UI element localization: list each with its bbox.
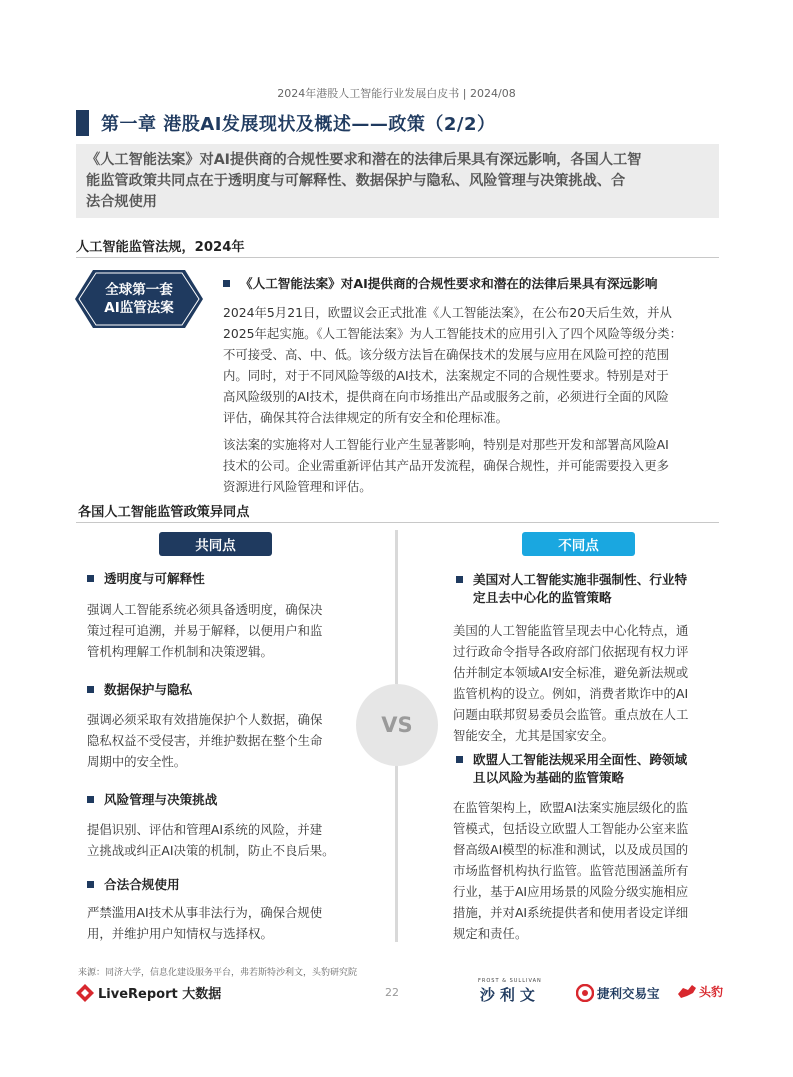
comparison-heading: 各国人工智能监管政策异同点 [78,505,250,520]
difference-item-text: 在监管架构上，欧盟AI法案实施层级化的监 管模式，包括设立欧盟人工智能办公室来监 督高级AI模型的标准和测试，以及成员国的 市场监督机构执行监管。监管范围涵盖所有 行业，基于AI应用场景的风险分级实施相应 措施，并对AI系统提供者和使用者设定详细 规定和责任。 [453,800,689,941]
regulation-bullet-text: 《人工智能法案》对AI提供商的合规性要求和潜在的法律后果具有深远影响 [240,276,658,291]
hex-label-line1: 全球第一套 [105,282,173,298]
common-points-label: 共同点 [159,532,272,556]
summary-box [76,144,719,218]
chapter-heading [76,110,496,136]
frost-sullivan-logo: FROST & SULLIVAN 沙利文 [478,978,542,1004]
source-note: 来源：同济大学，信息化建设服务平台，弗若斯特沙利文，头豹研究院 [78,968,358,978]
diamond-logo-icon [76,984,94,1002]
text-line: 资源进行风险管理和评估。 [223,479,372,494]
divider [76,257,719,258]
square-bullet-icon [87,881,94,888]
text-line: 2025年起实施。《人工智能法案》为人工智能技术的应用引入了四个风险等级分类： [223,326,683,341]
swirl-logo-icon [576,984,594,1002]
text-line: 内。同时，对于不同风险等级的AI技术，法案规定不同的合规性要求。特别是对于 [223,368,669,383]
hex-badge [75,270,203,328]
common-item-title: 风险管理与决策挑战 [87,791,217,809]
square-bullet-icon [87,575,94,582]
center-divider [395,530,398,684]
text-line: 不可接受、高、中、低。该分级方法旨在确保技术的发展与应用在风险可控的范围 [223,347,670,362]
chapter-accent-bar [76,110,89,136]
leopard-logo-icon [677,982,697,1000]
square-bullet-icon [456,756,463,763]
text-line: 高风险级别的AI技术，提供商在向市场推出产品或服务之前，必须进行全面的风险 [223,389,669,404]
toubao-logo: 头豹 [677,982,723,1000]
common-item-text: 强调人工智能系统必须具备透明度，确保决 策过程可追溯，并易于解释，以便用户和监 管机构理解工作机制和决策逻辑。 [87,602,323,659]
common-item-title: 透明度与可解释性 [87,570,205,588]
difference-item-title: 美国对人工智能实施非强制性、行业特 定且去中心化的监管策略 [456,571,726,607]
square-bullet-icon [456,576,463,583]
common-item-text: 提倡识别、评估和管理AI系统的风险，并建 立挑战或纠正AI决策的机制，防止不良后果。 [87,822,335,858]
page-number: 22 [385,986,399,999]
summary-line: 《人工智能法案》对AI提供商的合规性要求和潜在的法律后果具有深远影响，各国人工智 [86,152,642,168]
square-bullet-icon [223,280,230,287]
common-item-title: 数据保护与隐私 [87,681,192,699]
square-bullet-icon [87,686,94,693]
differences-label: 不同点 [522,532,635,556]
hex-label-line2: AI监管法案 [104,300,174,316]
summary-line: 法合规使用 [86,194,157,210]
text-line: 2024年5月21日，欧盟议会正式批准《人工智能法案》，在公布20天后生效，并从 [223,305,672,320]
difference-item-title: 欧盟人工智能法规采用全面性、跨领域 且以风险为基础的监管策略 [456,751,726,787]
chapter-title: 第一章 港股AI发展现状及概述——政策（2/2） [101,114,496,135]
text-line: 该法案的实施将对人工智能行业产生显著影响，特别是对那些开发和部署高风险AI [223,437,669,452]
regulation-paragraph-1 [223,302,723,428]
regulation-heading: 人工智能监管法规，2024年 [76,240,245,255]
divider [76,522,719,523]
regulation-paragraph-2 [223,434,723,497]
center-divider [395,766,398,942]
difference-item-text: 美国的人工智能监管呈现去中心化特点，通 过行政命令指导各政府部门依据现有权力评 估并制定本领域AI安全标准，避免新法规或 监管机构的设立。例如，消费者欺诈中的AI 问题由联邦贸易委员会监管。重点放在人工 智能安全，尤其是国家安全。 [453,623,689,743]
summary-line: 能监管政策共同点在于透明度与可解释性、数据保护与隐私、风险管理与决策挑战、合 [86,173,626,189]
text-line: 技术的公司。企业需重新评估其产品开发流程，确保合规性，并可能需要投入更多 [223,458,670,473]
jieli-logo: 捷利交易宝 [576,984,660,1002]
vs-circle: VS [356,684,438,766]
livereport-logo: LiveReport 大数据 [76,983,221,1002]
common-item-text: 强调必须采取有效措施保护个人数据，确保 隐私权益不受侵害，并维护数据在整个生命 周期中的安全性。 [87,712,323,769]
common-item-text: 严禁滥用AI技术从事非法行为，确保合规使 用，并维护用户知情权与选择权。 [87,905,323,941]
square-bullet-icon [87,796,94,803]
report-header: 2024年港股人工智能行业发展白皮书 | 2024/08 [277,87,516,100]
regulation-bullet [223,275,657,293]
common-item-title: 合法合规使用 [87,876,180,894]
text-line: 评估，确保其符合法律规定的所有安全和伦理标准。 [223,410,508,425]
